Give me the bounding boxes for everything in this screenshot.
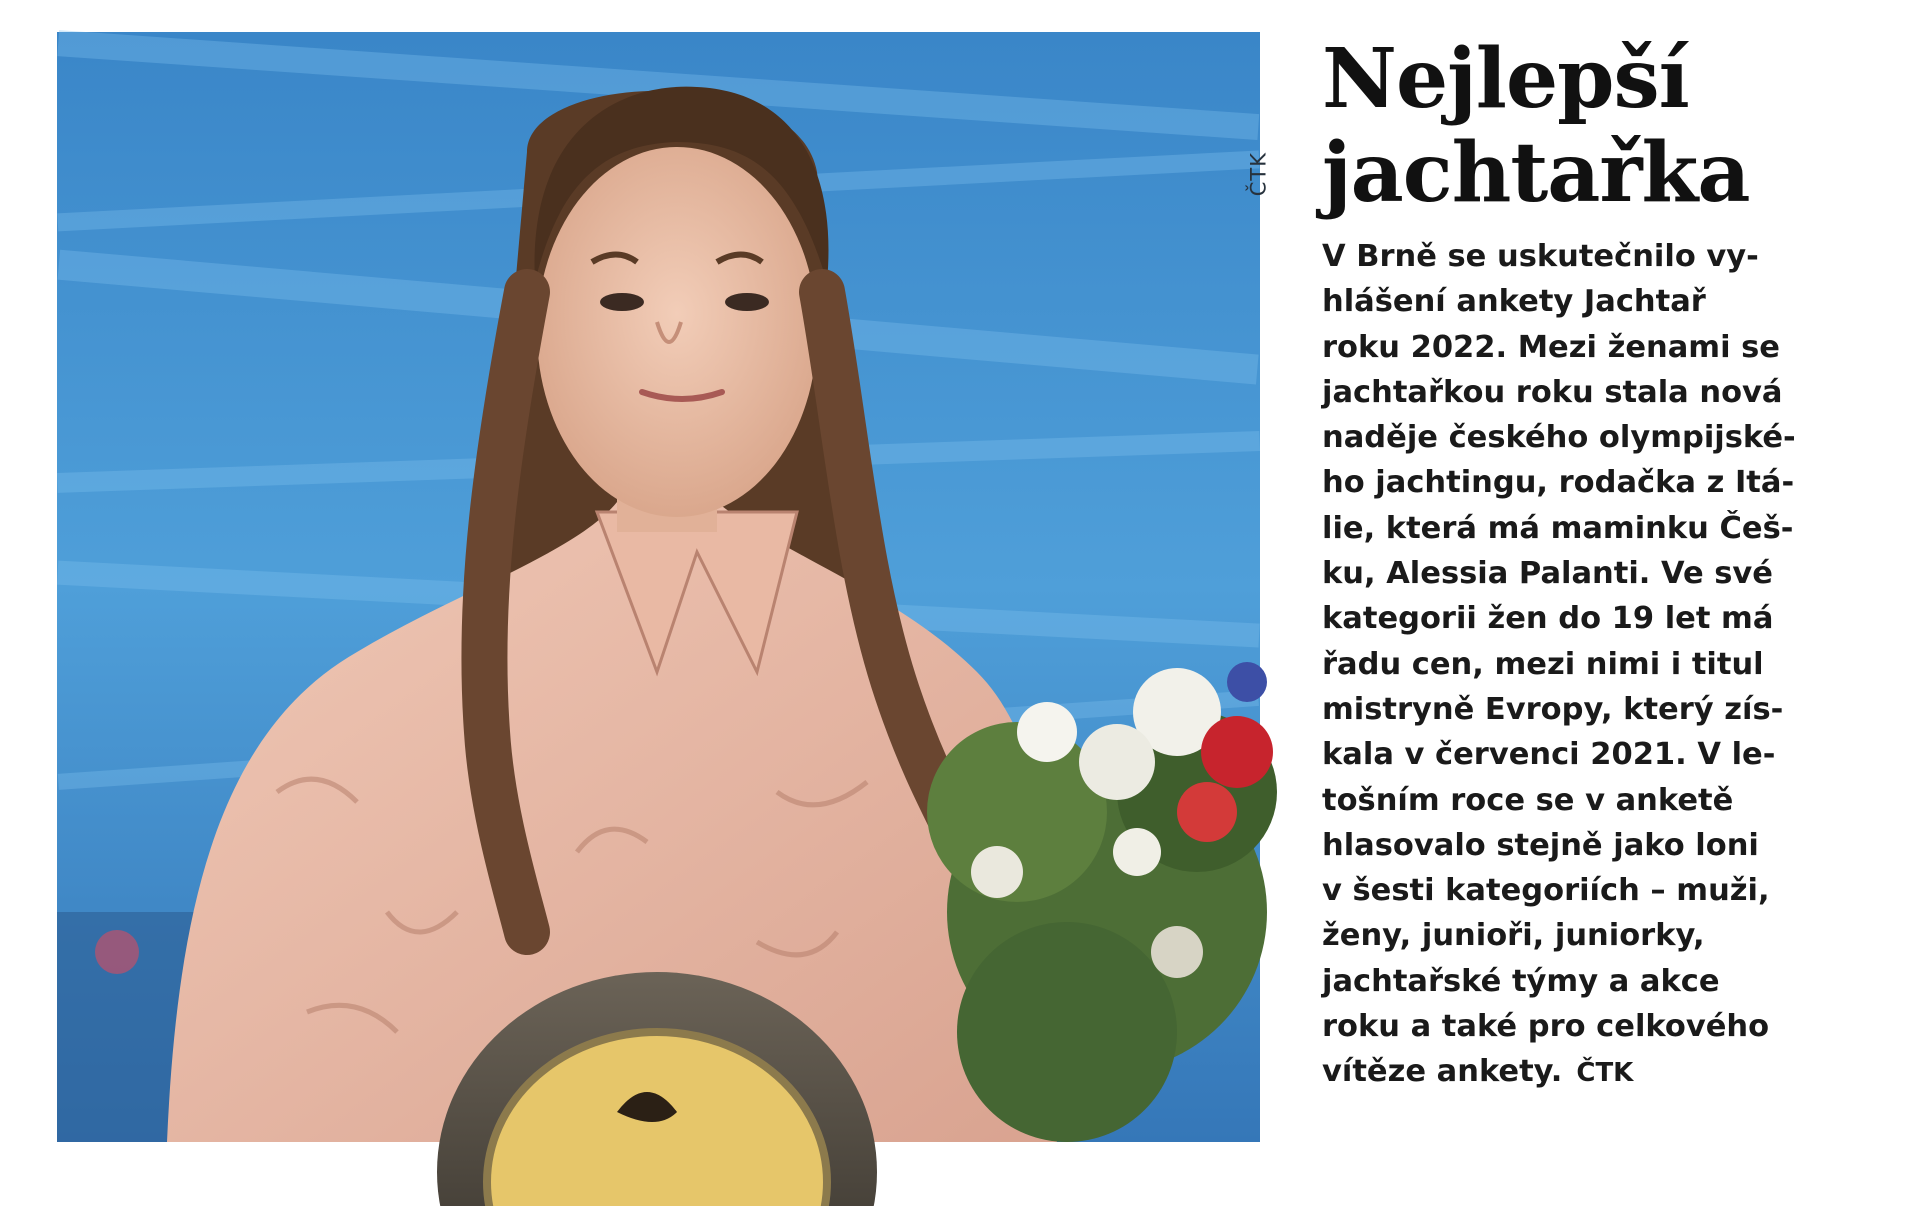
article-signature: ČTK [1576,1058,1634,1089]
body-line: kala v červenci 2021. V le- [1322,737,1776,773]
body-line: V Brně se uskutečnilo vy- [1322,239,1759,274]
headline [1322,32,1902,220]
body-line: hlášení ankety Jachtař [1322,284,1706,320]
article-text [1322,32,1902,1097]
body-line: kategorii žen do 19 let má [1322,601,1774,637]
body-line: v šesti kategoriích – muži, [1322,873,1770,909]
body-line: mistryně Evropy, který zís- [1322,691,1784,727]
body-line: tošním roce se v anketě [1322,782,1734,818]
body-line: jachtařské týmy a akce [1322,963,1720,999]
body-line: roku 2022. Mezi ženami se [1322,329,1780,365]
body-line: ženy, junioři, juniorky, [1322,918,1705,954]
headline-line: Nejlepší [1322,31,1689,127]
article-photo [57,32,1270,1142]
body-line: řadu cen, mezi nimi i titul [1322,646,1764,682]
body-line: jachtařkou roku stala nová [1322,374,1783,410]
body-line: lie, která má maminku Češ- [1322,510,1794,546]
headline-line: jachtařka [1322,125,1750,221]
body-line: hlasovalo stejně jako loni [1322,827,1759,863]
article-body [1322,234,1902,1097]
body-line: naděje českého olympijské- [1322,420,1796,456]
award-winner-photo [57,32,1260,1142]
body-line-last [1322,1049,1902,1096]
body-line: ho jachtingu, rodačka z Itá- [1322,465,1795,501]
photo-credit: ČTK [1246,152,1270,197]
body-line: ku, Alessia Palanti. Ve své [1322,556,1773,592]
body-line: roku a také pro celkového [1322,1009,1770,1045]
body-line-text: vítěze ankety. [1322,1054,1563,1090]
